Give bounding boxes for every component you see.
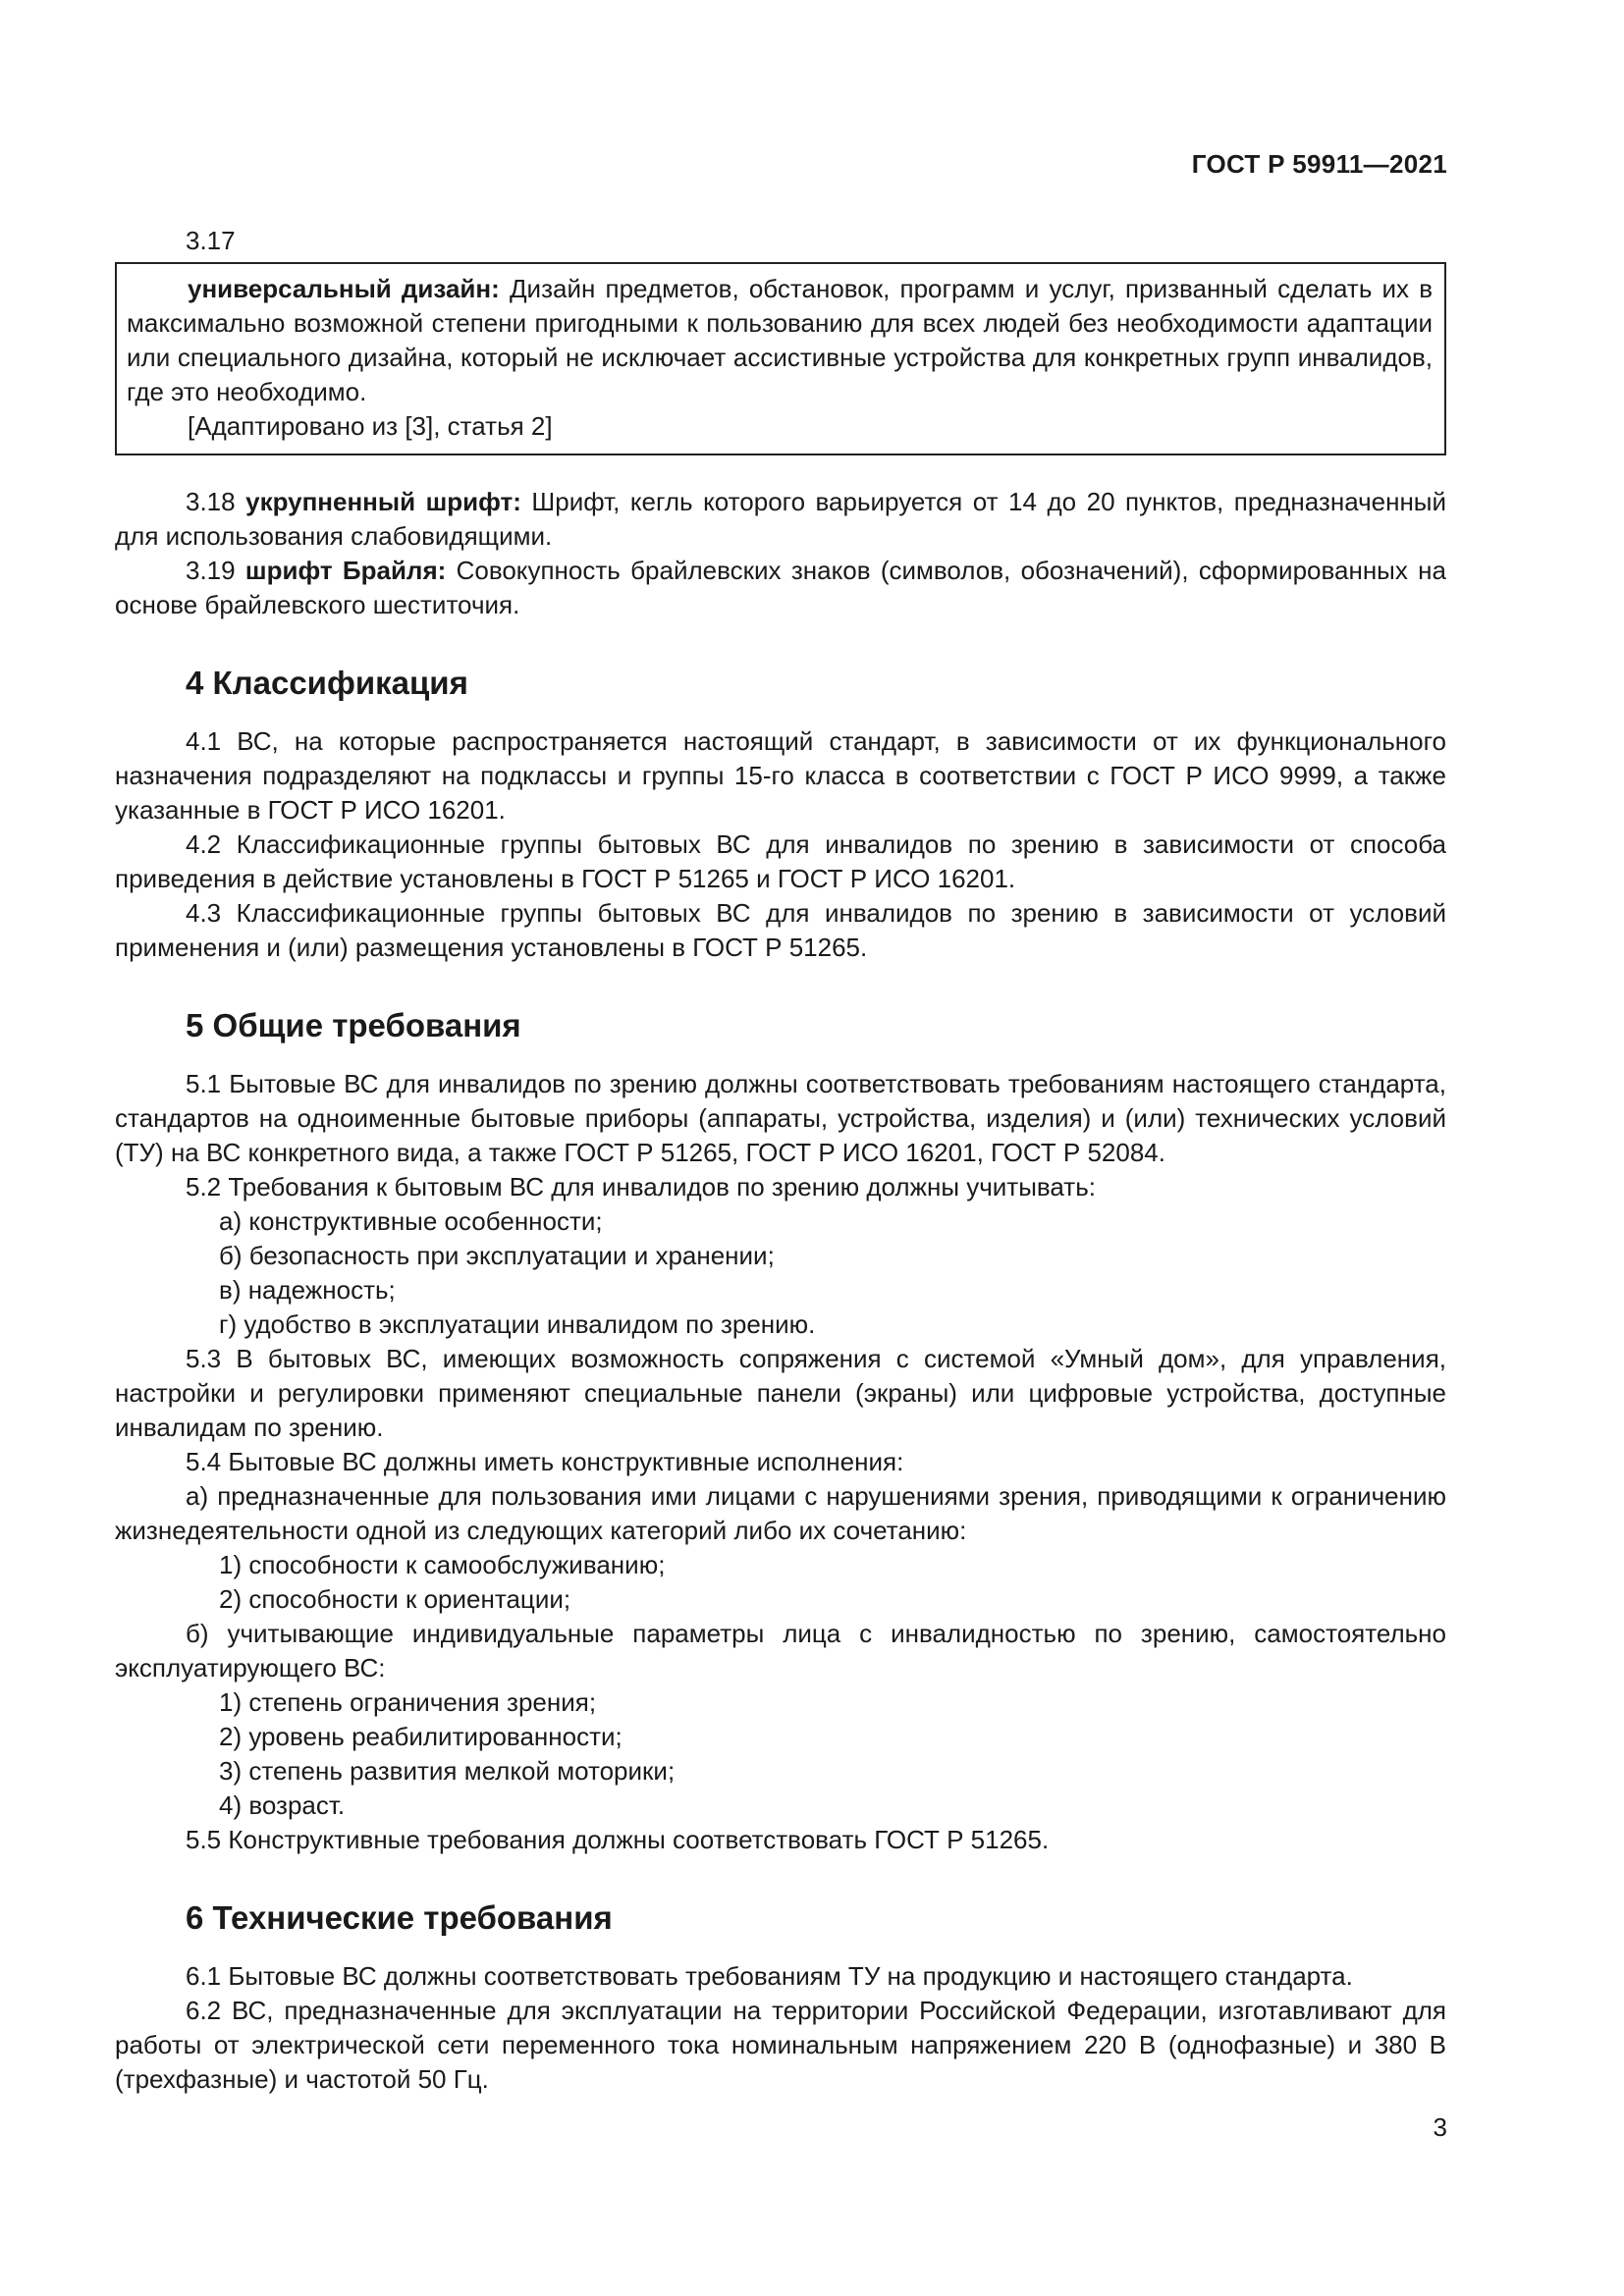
definition-3-18: 3.18 укрупненный шрифт: Шрифт, кегль которого варьируется от 14 до 20 пунктов, предназначенный для использования слабовидящими. <box>115 487 1447 551</box>
page-number: 3 <box>1433 2112 1447 2142</box>
list-item: в) надежность; <box>219 1275 396 1305</box>
list-item: 2) способности к ориентации; <box>219 1584 571 1614</box>
document-header: ГОСТ Р 59911—2021 <box>1191 149 1447 179</box>
section-5-heading: 5 Общие требования <box>186 1007 521 1043</box>
definition-box-3-17 <box>115 262 1446 455</box>
document-body <box>115 224 1446 2097</box>
list-item: 3) степень развития мелкой моторики; <box>219 1756 676 1786</box>
paragraph-5-3: 5.3 В бытовых ВС, имеющих возможность сопряжения с системой «Умный дом», для управления, настройки и регулировки применяют специальные панели (экраны) или цифровые устройства, доступные инвалидам по зрению. <box>115 1344 1446 1442</box>
term-braille-font: шрифт Брайля: <box>244 556 447 585</box>
list-item: 1) способности к самообслуживанию; <box>219 1550 666 1579</box>
paragraph-6-1: 6.1 Бытовые ВС должны соответствовать требованиям ТУ на продукцию и настоящего стандарта. <box>186 1961 1353 1991</box>
paragraph-5-1: 5.1 Бытовые ВС для инвалидов по зрению должны соответствовать требованиям настоящего стандарта, стандартов на одноименные бытовые приборы (аппараты, устройства, изделия) и (или) технических условий (ТУ) на ВС конкретного вида, а также ГОСТ Р 51265, ГОСТ Р ИСО 16201, ГОСТ Р 52084. <box>115 1069 1446 1167</box>
list-item: г) удобство в эксплуатации инвалидом по зрению. <box>219 1309 816 1339</box>
paragraph-5-4-a: а) предназначенные для пользования ими лицами с нарушениями зрения, приводящими к ограничению жизнедеятельности одной из следующих категорий либо их сочетанию: <box>115 1481 1446 1545</box>
list-item: 1) степень ограничения зрения; <box>219 1687 597 1717</box>
term-universal-design: универсальный дизайн: <box>188 274 500 303</box>
paragraph-4-2: 4.2 Классификационные группы бытовых ВС для инвалидов по зрению в зависимости от способа приведения в действие установлены в ГОСТ Р 51265 и ГОСТ Р ИСО 16201. <box>115 829 1446 893</box>
definition-3-17 <box>127 272 1433 409</box>
definition-text: Дизайн предметов, обстановок, программ и услуг, призванный сделать их в максимально возможной степени пригодными к пользованию для всех людей без необходимости адаптации или специального дизайна, который не исключает ассистивные устройства для конкретных групп инвалидов, где это необходимо. <box>127 274 1434 406</box>
paragraph-5-2: 5.2 Требования к бытовым ВС для инвалидов по зрению должны учитывать: <box>186 1172 1096 1201</box>
paragraph-5-4-b: б) учитывающие индивидуальные параметры лица с инвалидностью по зрению, самостоятельно эксплуатирующего ВС: <box>115 1619 1446 1682</box>
list-item: б) безопасность при эксплуатации и хранении; <box>219 1241 775 1270</box>
paragraph-5-4: 5.4 Бытовые ВС должны иметь конструктивные исполнения: <box>186 1447 904 1476</box>
paragraph-4-1: 4.1 ВС, на которые распространяется настоящий стандарт, в зависимости от их функционального назначения подразделяют на подклассы и группы 15-го класса в соответствии с ГОСТ Р ИСО 9999, а также указанные в ГОСТ Р ИСО 16201. <box>115 726 1446 825</box>
list-item: а) конструктивные особенности; <box>219 1206 603 1236</box>
definition-3-19: 3.19 шрифт Брайля: Совокупность брайлевских знаков (символов, обозначений), сформированных на основе брайлевского шеститочия. <box>115 556 1447 619</box>
term-number-3-17: 3.17 <box>186 226 236 255</box>
list-item: 4) возраст. <box>219 1790 346 1820</box>
paragraph-6-2: 6.2 ВС, предназначенные для эксплуатации на территории Российской Федерации, изготавливают для работы от электрической сети переменного тока номинальным напряжением 220 В (однофазные) и 380 В (трехфазные) и частотой 50 Гц. <box>115 1996 1446 2094</box>
section-6-heading: 6 Технические требования <box>186 1899 613 1936</box>
list-item: 2) уровень реабилитированности; <box>219 1722 623 1751</box>
paragraph-4-3: 4.3 Классификационные группы бытовых ВС для инвалидов по зрению в зависимости от условий применения и (или) размещения установлены в ГОСТ Р 51265. <box>115 898 1446 962</box>
definition-source: [Адаптировано из [3], статья 2] <box>188 411 553 441</box>
section-4-heading: 4 Классификация <box>186 665 468 701</box>
paragraph-5-5: 5.5 Конструктивные требования должны соответствовать ГОСТ Р 51265. <box>186 1825 1050 1854</box>
term-large-font: укрупненный шрифт: <box>245 487 521 516</box>
